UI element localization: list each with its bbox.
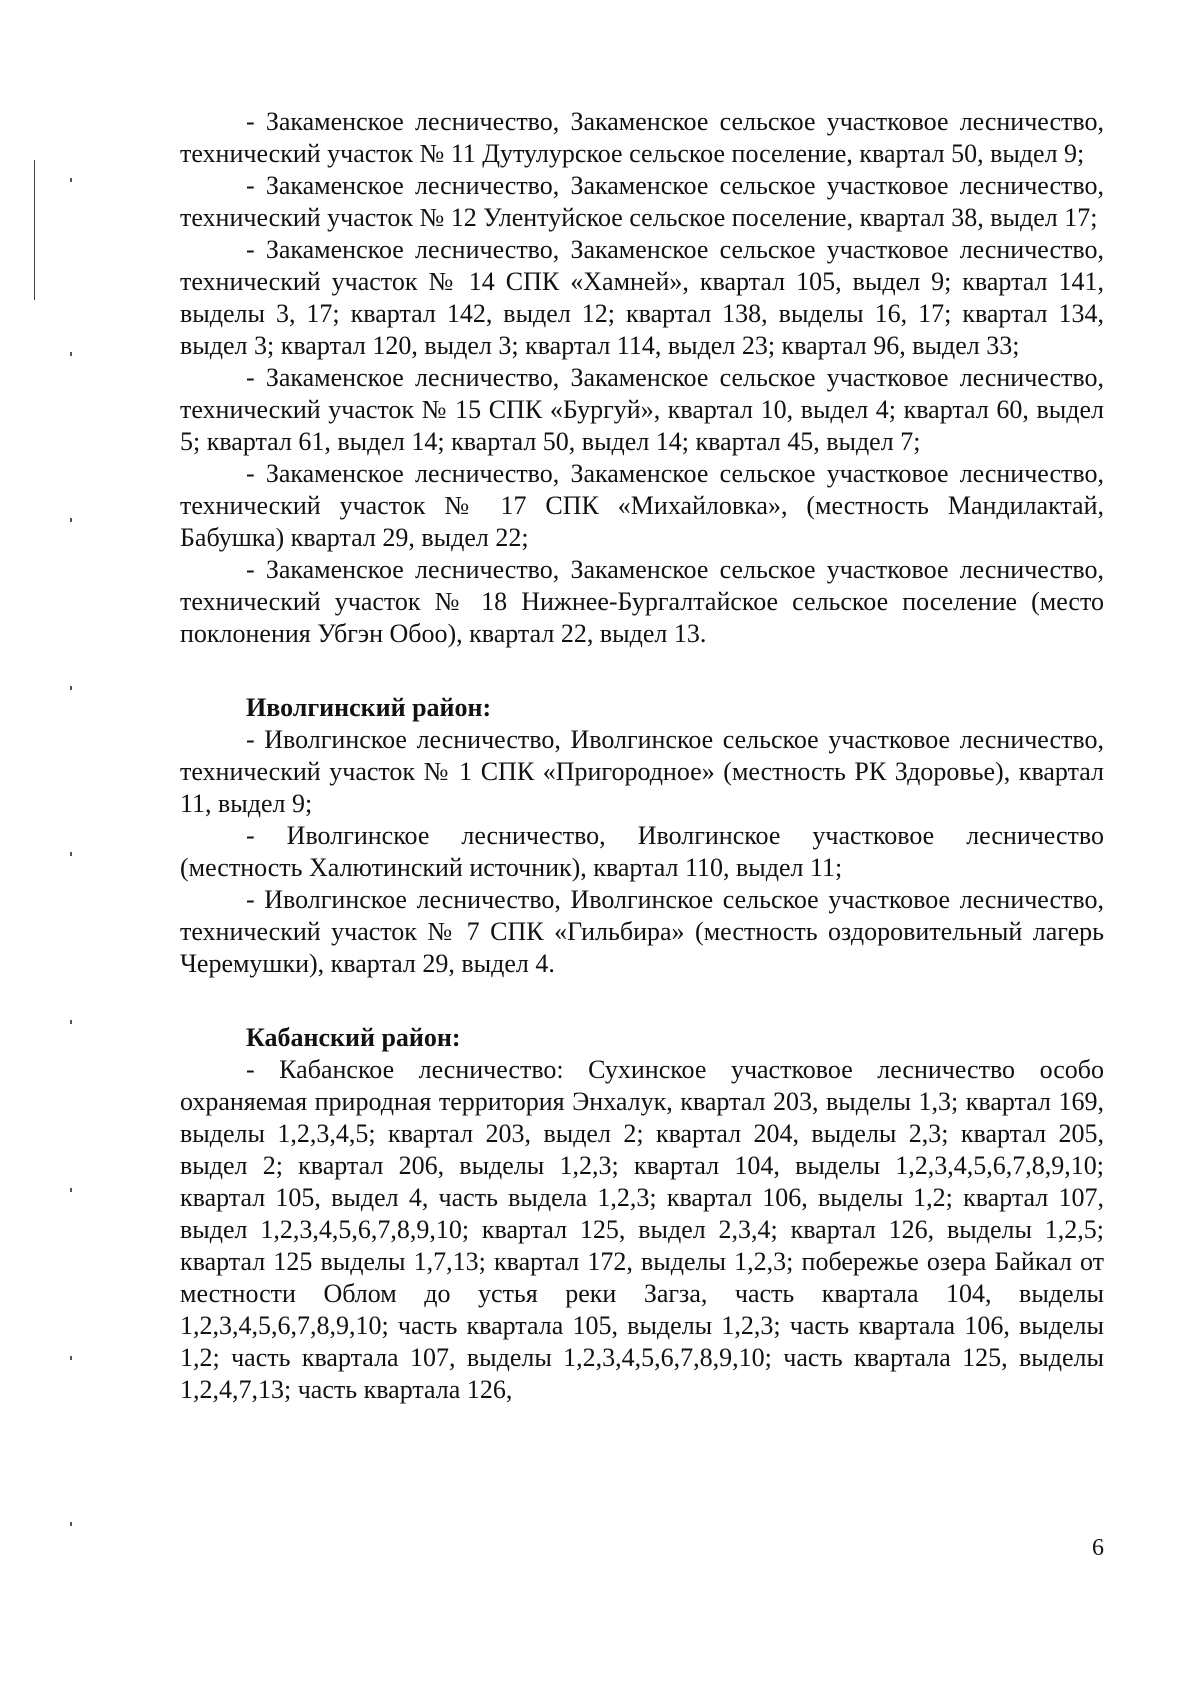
paragraph: - Закаменское лесничество, Закаменское сельское участковое лесничество, технический участок № 18 Нижнее-Бургалтайское сельское поселение (место поклонения Убгэн Обоо), квартал 22, выдел 13. <box>180 555 1104 648</box>
section-zakamensky <box>180 106 1104 650</box>
section-ivolginsky <box>180 692 1104 980</box>
section-spacer <box>180 980 1104 1022</box>
paragraph: - Иволгинское лесничество, Иволгинское сельское участковое лесничество, технический участок № 7 СПК «Гильбира» (местность оздоровительный лагерь Черемушки), квартал 29, выдел 4. <box>180 885 1104 978</box>
document-body <box>180 106 1104 1406</box>
scan-margin-dot <box>70 518 72 522</box>
scan-margin-mark <box>34 160 35 300</box>
section-kabansky <box>180 1022 1104 1406</box>
paragraph: - Закаменское лесничество, Закаменское сельское участковое лесничество, технический участок № 15 СПК «Бургуй», квартал 10, выдел 4; квартал 60, выдел 5; квартал 61, выдел 14; квартал 50, выдел 14; квартал 45, выдел 7; <box>180 363 1104 456</box>
paragraph: - Закаменское лесничество, Закаменское сельское участковое лесничество, технический участок № 12 Улентуйское сельское поселение, квартал 38, выдел 17; <box>180 171 1104 232</box>
scan-margin-dot <box>70 178 72 182</box>
scan-margin-dot <box>70 1522 72 1526</box>
paragraph: - Закаменское лесничество, Закаменское сельское участковое лесничество, технический участок № 11 Дутулурское сельское поселение, квартал 50, выдел 9; <box>180 107 1104 168</box>
paragraph: - Закаменское лесничество, Закаменское сельское участковое лесничество, технический участок № 17 СПК «Михайловка», (местность Мандилактай, Бабушка) квартал 29, выдел 22; <box>180 459 1104 552</box>
paragraph: - Иволгинское лесничество, Иволгинское участковое лесничество (местность Халютинский источник), квартал 110, выдел 11; <box>180 821 1104 882</box>
page-number: 6 <box>1092 1535 1104 1561</box>
scan-margin-dot <box>70 1020 72 1024</box>
scan-margin-dot <box>70 686 72 690</box>
section-heading: Иволгинский район: <box>246 693 492 722</box>
paragraph: - Кабанское лесничество: Сухинское участковое лесничество особо охраняемая природная территория Энхалук, квартал 203, выделы 1,3; квартал 169, выделы 1,2,3,4,5; квартал 203, выдел 2; квартал 204, выделы 2,3; квартал 205, выдел 2; квартал 206, выделы 1,2,3; квартал 104, выделы 1,2,3,4,5,6,7,8,9,10; квартал 105, выдел 4, часть выдела 1,2,3; квартал 106, выделы 1,2; квартал 107, выдел 1,2,3,4,5,6,7,8,9,10; квартал 125, выдел 2,3,4; квартал 126, выделы 1,2,5; квартал 125 выделы 1,7,13; квартал 172, выделы 1,2,3; побережье озера Байкал от местности Облом до устья реки Загза, часть квартала 104, выделы 1,2,3,4,5,6,7,8,9,10; часть квартала 105, выделы 1,2,3; часть квартала 106, выделы 1,2; часть квартала 107, выделы 1,2,3,4,5,6,7,8,9,10; часть квартала 125, выделы 1,2,4,7,13; часть квартала 126, <box>180 1055 1104 1404</box>
section-spacer <box>180 650 1104 692</box>
scan-margin-dot <box>70 1356 72 1360</box>
scan-margin-dot <box>70 852 72 856</box>
scan-margin-dot <box>70 352 72 356</box>
scan-margin-dot <box>70 1188 72 1192</box>
paragraph: - Иволгинское лесничество, Иволгинское сельское участковое лесничество, технический участок № 1 СПК «Пригородное» (местность РК Здоровье), квартал 11, выдел 9; <box>180 725 1104 818</box>
paragraph: - Закаменское лесничество, Закаменское сельское участковое лесничество, технический участок № 14 СПК «Хамней», квартал 105, выдел 9; квартал 141, выделы 3, 17; квартал 142, выдел 12; квартал 138, выделы 16, 17; квартал 134, выдел 3; квартал 120, выдел 3; квартал 114, выдел 23; квартал 96, выдел 33; <box>180 235 1104 360</box>
section-heading: Кабанский район: <box>246 1023 461 1052</box>
